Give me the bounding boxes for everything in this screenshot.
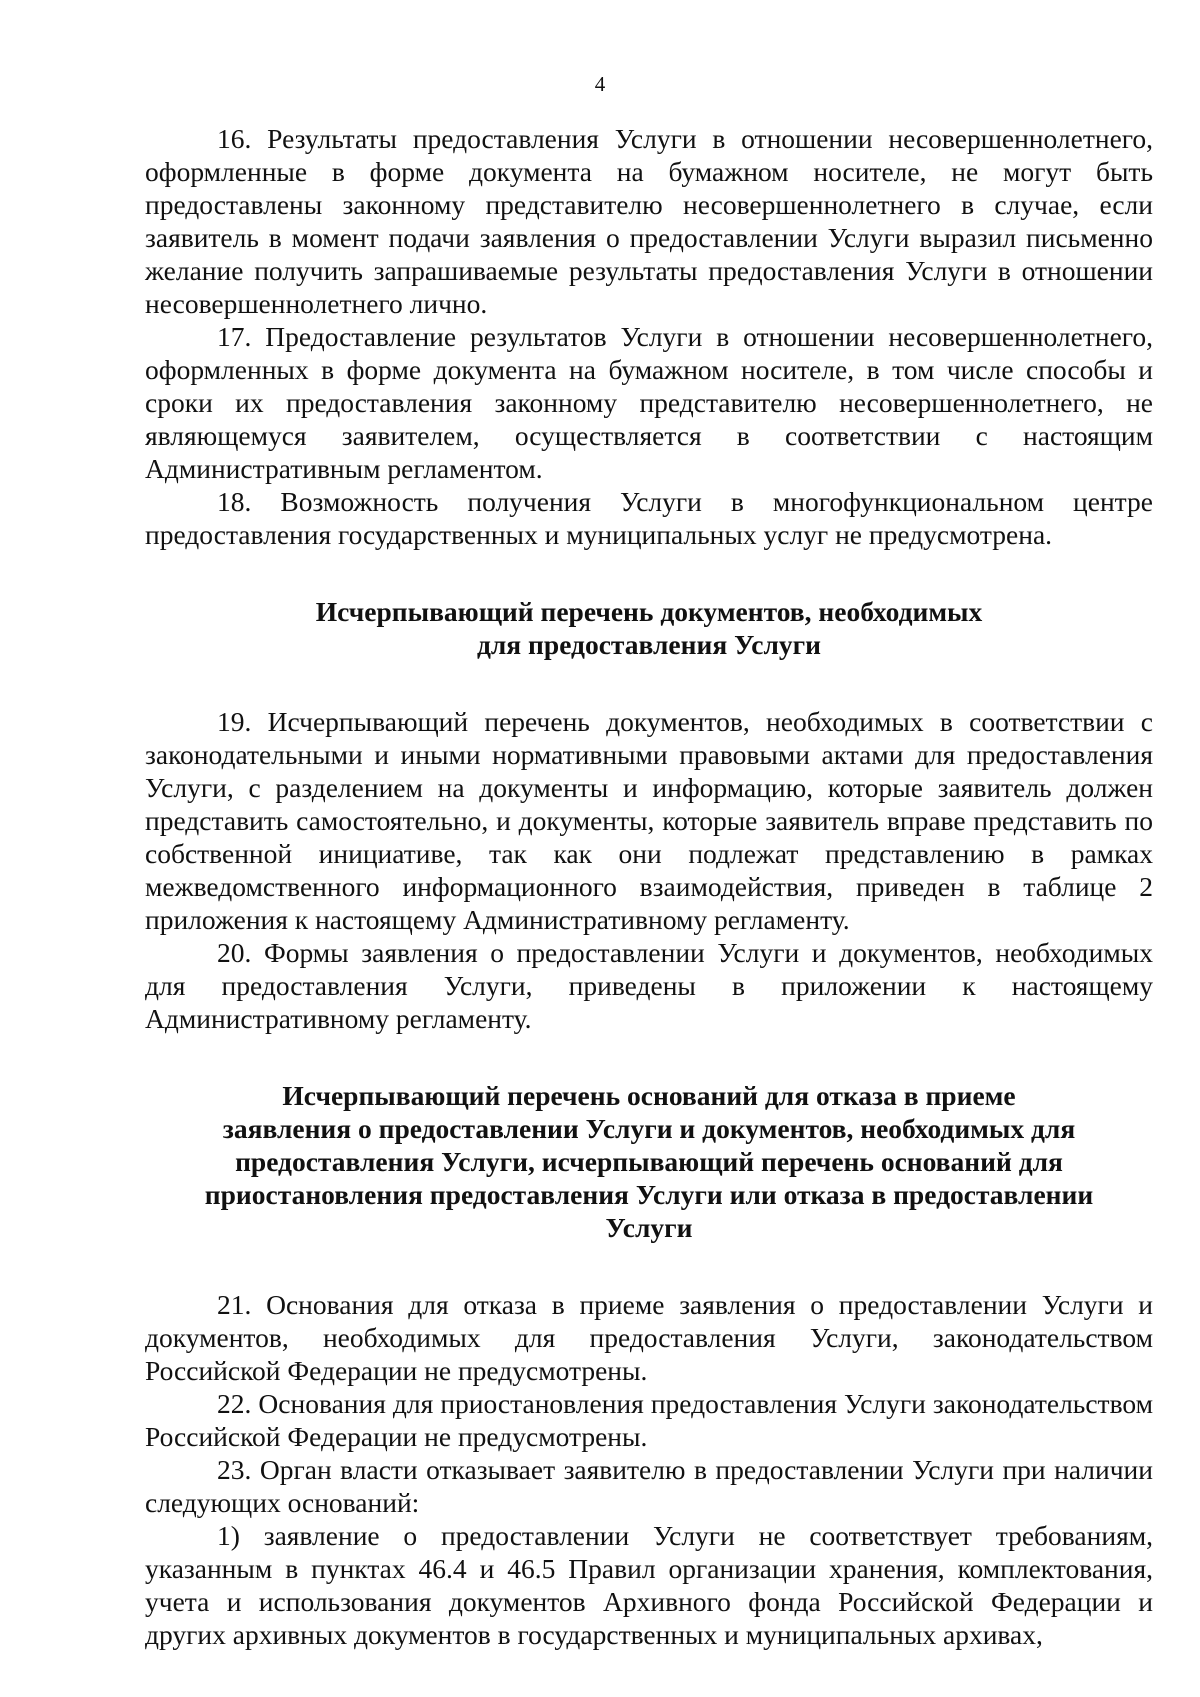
paragraph-18: 18. Возможность получения Услуги в многофункциональном центре предоставления государственных и муниципальных услуг не предусмотрена. [145, 486, 1153, 550]
paragraph-19: 19. Исчерпывающий перечень документов, необходимых в соответствии с законодательными и иными нормативными правовыми актами для предоставления Услуги, с разделением на документы и информацию, которые заявитель должен представить самостоятельно, и документы, которые заявитель вправе представить по собственной инициативе, так как они подлежат представлению в рамках межведомственного информационного взаимодействия, приведен в таблице 2 приложения к настоящему Административному регламенту. [145, 706, 1153, 935]
heading-line: Исчерпывающий перечень документов, необходимых [315, 596, 983, 627]
heading-line: заявления о предоставлении Услуги и документов, необходимых для [222, 1113, 1076, 1144]
paragraph-22: 22. Основания для приостановления предоставления Услуги законодательством Российской Федерации не предусмотрены. [145, 1388, 1153, 1452]
heading-line: для предоставления Услуги [476, 629, 822, 660]
heading-line: Услуги [605, 1212, 693, 1243]
section-heading-documents [145, 595, 1153, 661]
paragraph-17: 17. Предоставление результатов Услуги в отношении несовершеннолетнего, оформленных в форме документа на бумажном носителе, в том числе способы и сроки их предоставления законному представителю несовершеннолетнего, не являющемуся заявителем, осуществляется в соответствии с настоящим Административным регламентом. [145, 321, 1153, 484]
section-heading-refusal-grounds [145, 1079, 1153, 1244]
paragraph-16: 16. Результаты предоставления Услуги в отношении несовершеннолетнего, оформленные в форме документа на бумажном носителе, не могут быть предоставлены законному представителю несовершеннолетнего в случае, если заявитель в момент подачи заявления о предоставлении Услуги выразил письменно желание получить запрашиваемые результаты предоставления Услуги в отношении несовершеннолетнего лично. [145, 123, 1153, 319]
paragraph-23-item-1: 1) заявление о предоставлении Услуги не соответствует требованиям, указанным в пунктах 46.4 и 46.5 Правил организации хранения, комплектования, учета и использования документов Архивного фонда Российской Федерации и других архивных документов в государственных и муниципальных архивах, [145, 1520, 1153, 1650]
heading-line: Исчерпывающий перечень оснований для отказа в приеме [282, 1080, 1016, 1111]
paragraph-23: 23. Орган власти отказывает заявителю в предоставлении Услуги при наличии следующих оснований: [145, 1454, 1153, 1518]
paragraph-20: 20. Формы заявления о предоставлении Услуги и документов, необходимых для предоставления Услуги, приведены в приложении к настоящему Административному регламенту. [145, 937, 1153, 1034]
heading-line: приостановления предоставления Услуги или отказа в предоставлении [204, 1179, 1094, 1210]
page-number: 4 [594, 72, 606, 96]
paragraph-21: 21. Основания для отказа в приеме заявления о предоставлении Услуги и документов, необходимых для предоставления Услуги, законодательством Российской Федерации не предусмотрены. [145, 1289, 1153, 1386]
document-body [145, 122, 1153, 1651]
heading-line: предоставления Услуги, исчерпывающий перечень оснований для [235, 1146, 1063, 1177]
